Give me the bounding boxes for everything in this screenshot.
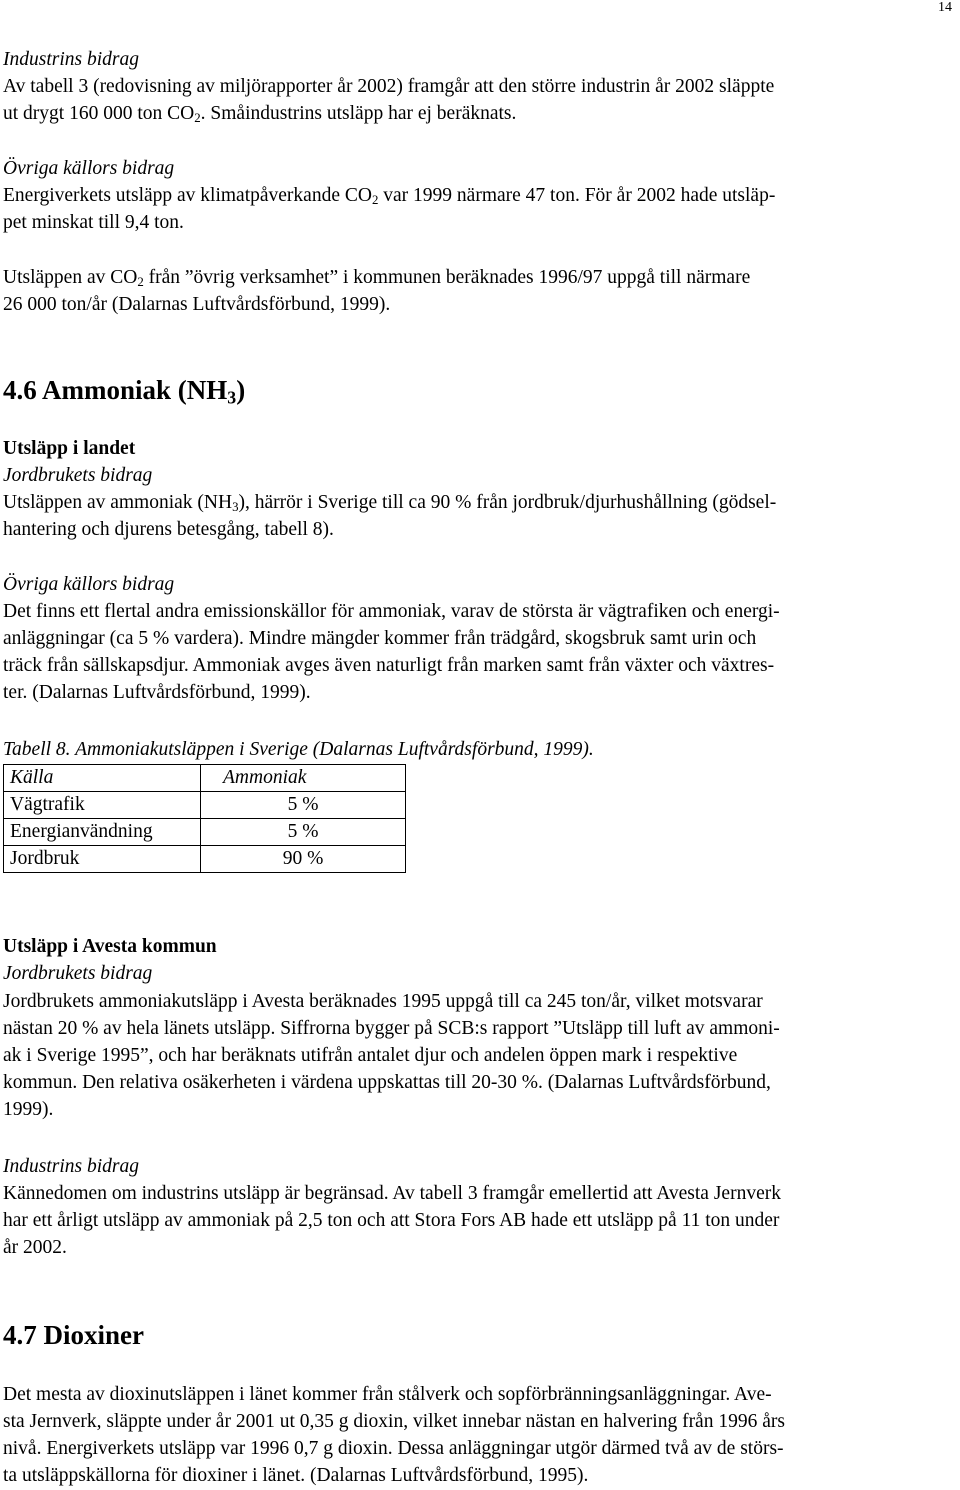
industry-text-line-1: Av tabell 3 (redovisning av miljörapporter år 2002) framgår att den större industrin år 2002 släppte [3,76,775,97]
table-row [4,819,406,846]
ammonia-paragraph-line-1: Utsläppen av ammoniak $(NH_3)$, härrör i Sverige till ca 90 % från jordbruk/djurhushållning (gödsel- [3,492,777,515]
agriculture-heading: Jordbrukets bidrag [3,465,153,486]
avesta-agriculture-line-5: 1999). [3,1099,54,1120]
other-ammonia-line-4: ter. (Dalarnas Luftvårdsförbund, 1999). [3,682,311,703]
table-cell: Vägtrafik [4,792,201,819]
dioxin-line-3: nivå. Energiverkets utsläpp var 1996 0,7 g dioxin. Dessa anläggningar utgör därmed två av de störs- [3,1438,784,1459]
section-4-6-title: 4.6 Ammoniak $(NH_3)$ [3,375,246,408]
table-header-row [4,765,406,792]
ammonia-paragraph-line-2: hantering och djurens betesgång, tabell 8). [3,519,334,540]
section-4-7-title: 4.7 Dioxiner [3,1320,144,1350]
table-row [4,846,406,873]
industry-heading: Industrins bidrag [3,49,139,70]
other-ammonia-line-2: anläggningar (ca 5 % vardera). Mindre mängder kommer från trädgård, skogsbruk samt urin och [3,628,757,649]
avesta-agriculture-line-4: kommun. Den relativa osäkerheten i värdena uppskattas till 20-30 %. (Dalarnas Luftvårdsförbund, [3,1072,771,1093]
other-ammonia-line-1: Det finns ett flertal andra emissionskällor för ammoniak, varav de största är vägtrafiken och energi- [3,601,780,622]
avesta-agriculture-line-1: Jordbrukets ammoniakutsläpp i Avesta beräknades 1995 uppgå till ca 245 ton/år, vilket motsvarar [3,991,763,1012]
co2-paragraph-line-1: Utsläppen av $CO_2$ från ”övrig verksamhet” i kommunen beräknades 1996/97 uppgå till närmare [3,267,751,290]
avesta-industry-line-2: har ett årligt utsläpp av ammoniak på 2,5 ton och att Stora Fors AB hade ett utsläpp på 11 ton under [3,1210,780,1231]
table-header-cell: Källa [4,765,201,792]
avesta-agriculture-line-3: ak i Sverige 1995”, och har beräknats utifrån antalet djur och andelen öppen mark i respektive [3,1045,738,1066]
table-cell: 90 % [201,846,406,873]
co2-paragraph-line-2: 26 000 ton/år (Dalarnas Luftvårdsförbund, 1999). [3,294,391,315]
table-header-cell: Ammoniak [201,765,406,792]
table-8-caption: Tabell 8. Ammoniakutsläppen i Sverige (Dalarnas Luftvårdsförbund, 1999). [3,739,594,760]
other-ammonia-line-3: träck från sällskapsdjur. Ammoniak avges även naturligt från marken samt från växter och växtres- [3,655,775,676]
table-8 [3,764,406,873]
table-row [4,792,406,819]
page-number: 14 [938,0,952,15]
table-cell: Energianvändning [4,819,201,846]
avesta-industry-line-3: år 2002. [3,1237,67,1258]
country-emissions-subheading: Utsläpp i landet [3,438,136,459]
avesta-subheading: Utsläpp i Avesta kommun [3,936,217,957]
other-sources-heading: Övriga källors bidrag [3,158,175,179]
avesta-industry-heading: Industrins bidrag [3,1156,139,1177]
other-sources-line-1: Energiverkets utsläpp av klimatpåverkande $CO_2$ var 1999 närmare 47 ton. För år 2002 hade utsläp- [3,185,776,208]
avesta-industry-line-1: Kännedomen om industrins utsläpp är begränsad. Av tabell 3 framgår emellertid att Avesta Jernverk [3,1183,781,1204]
table-cell: 5 % [201,819,406,846]
industry-text-line-2: ut drygt 160 000 ton $CO_2$. Småindustrins utsläpp har ej beräknats. [3,103,517,126]
other-sources-heading-2: Övriga källors bidrag [3,574,175,595]
avesta-agriculture-heading: Jordbrukets bidrag [3,963,153,984]
table-cell: Jordbruk [4,846,201,873]
dioxin-line-1: Det mesta av dioxinutsläppen i länet kommer från stålverk och sopförbränningsanläggningar. Ave- [3,1384,772,1405]
dioxin-line-4: ta utsläppskällorna för dioxiner i länet. (Dalarnas Luftvårdsförbund, 1995). [3,1465,589,1486]
dioxin-line-2: sta Jernverk, släppte under år 2001 ut 0,35 g dioxin, vilket innebar nästan en halvering från 1996 års [3,1411,785,1432]
avesta-agriculture-line-2: nästan 20 % av hela länets utsläpp. Siffrorna bygger på SCB:s rapport ”Utsläpp till luft av ammoni- [3,1018,780,1039]
table-cell: 5 % [201,792,406,819]
other-sources-line-2: pet minskat till 9,4 ton. [3,212,184,233]
